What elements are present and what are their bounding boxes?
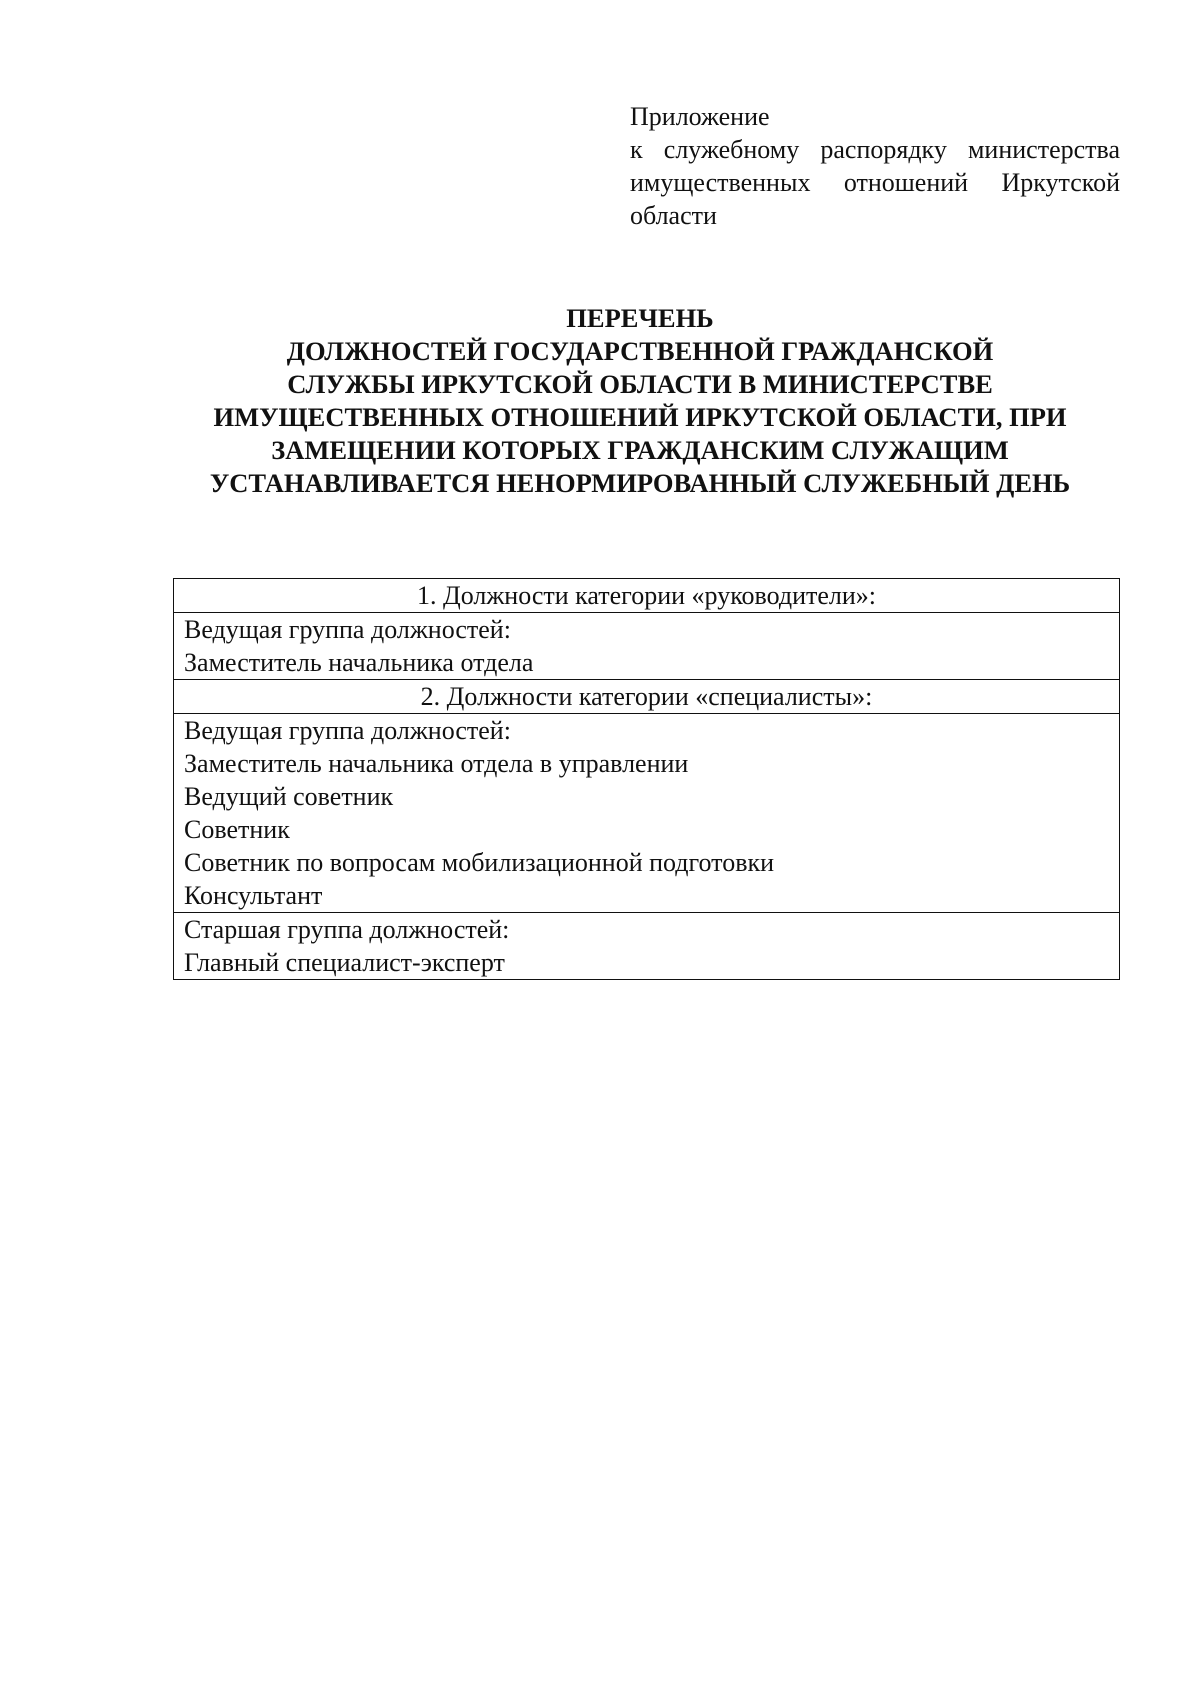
group-specialists-leading [174,714,1119,913]
title-line: ИМУЩЕСТВЕННЫХ ОТНОШЕНИЙ ИРКУТСКОЙ ОБЛАСТИ, ПРИ [213,402,1067,432]
group-name: Старшая группа должностей: [184,915,510,944]
appendix-line: к служебному распорядку министерства [630,135,1120,164]
position-row: Заместитель начальника отдела в управлении [184,749,689,778]
title-line: СЛУЖБЫ ИРКУТСКОЙ ОБЛАСТИ В МИНИСТЕРСТВЕ [287,369,993,399]
appendix-line: области [630,201,717,230]
title-line: УСТАНАВЛИВАЕТСЯ НЕНОРМИРОВАННЫЙ СЛУЖЕБНЫЙ ДЕНЬ [209,468,1071,498]
group-name: Ведущая группа должностей: [184,716,511,745]
appendix-line: имущественных отношений Иркутской [630,168,1120,197]
positions-table [173,578,1120,980]
section-header-specialists: 2. Должности категории «специалисты»: [174,680,1119,714]
group-name: Ведущая группа должностей: [184,615,511,644]
group-managers-leading [174,613,1119,680]
position-row: Советник [184,815,290,844]
title-line: ПЕРЕЧЕНЬ [566,303,714,333]
position-row: Ведущий советник [184,782,394,811]
position-row: Главный специалист-эксперт [184,948,505,977]
section-header-managers: 1. Должности категории «руководители»: [174,579,1119,613]
document-title [150,302,1130,500]
position-row: Заместитель начальника отдела [184,648,534,677]
appendix-note [630,100,1120,232]
position-row: Советник по вопросам мобилизационной подготовки [184,848,775,877]
title-line: ДОЛЖНОСТЕЙ ГОСУДАРСТВЕННОЙ ГРАЖДАНСКОЙ [286,336,994,366]
group-specialists-senior [174,913,1119,979]
title-line: ЗАМЕЩЕНИИ КОТОРЫХ ГРАЖДАНСКИМ СЛУЖАЩИМ [271,435,1009,465]
appendix-label: Приложение [630,102,770,131]
position-row: Консультант [184,881,323,910]
